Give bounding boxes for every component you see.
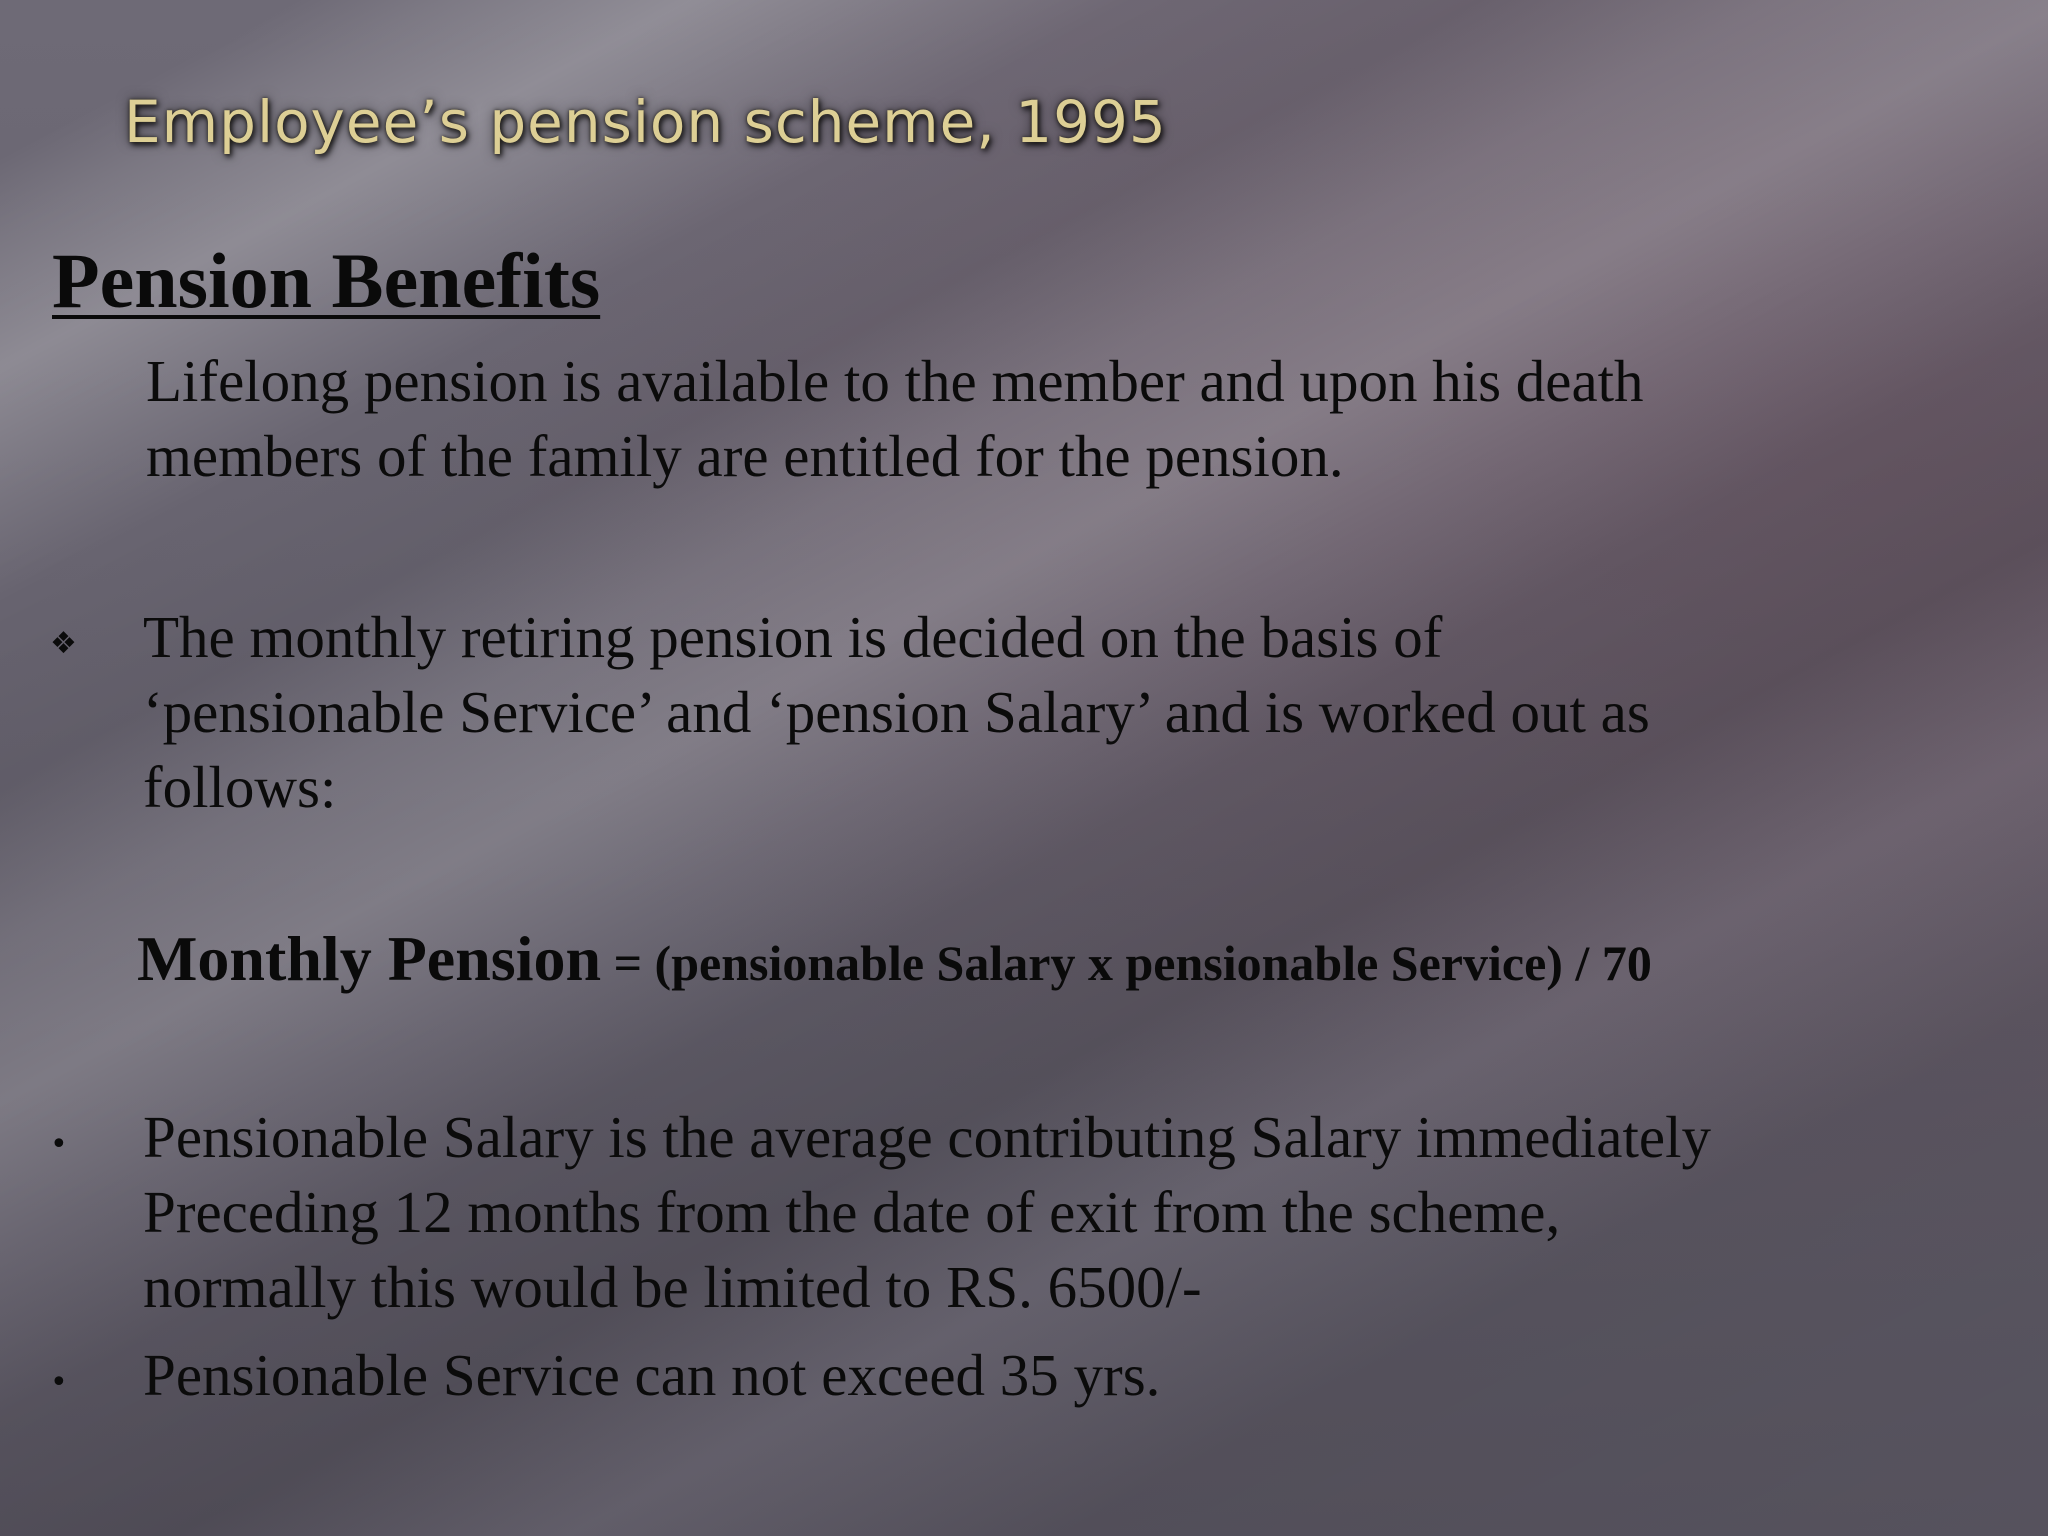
formula-label: Monthly Pension xyxy=(137,923,602,994)
salary-line: normally this would be limited to RS. 6500/- xyxy=(143,1254,1202,1320)
section-heading: Pension Benefits xyxy=(52,237,601,324)
basis-line: follows: xyxy=(143,754,337,820)
service-line: Pensionable Service can not exceed 35 yrs. xyxy=(143,1342,1161,1408)
intro-paragraph xyxy=(146,344,2026,494)
basis-line: The monthly retiring pension is decided on the basis of xyxy=(143,604,1443,670)
slide-title: Employee’s pension scheme, 1995 xyxy=(124,88,1167,156)
basis-paragraph xyxy=(143,600,2023,825)
intro-line: Lifelong pension is available to the member and upon his death xyxy=(146,348,1644,414)
pensionable-service-paragraph xyxy=(143,1338,2023,1413)
salary-line: Preceding 12 months from the date of exit from the scheme, xyxy=(143,1179,1561,1245)
bullet-dot-icon: • xyxy=(50,1365,68,1400)
intro-line: members of the family are entitled for the pension. xyxy=(146,423,1344,489)
diamond-bullet-icon: ❖ xyxy=(50,626,77,661)
salary-line: Pensionable Salary is the average contributing Salary immediately xyxy=(143,1104,1711,1170)
pensionable-salary-paragraph xyxy=(143,1100,2023,1325)
basis-line: ‘pensionable Service’ and ‘pension Salary’ and is worked out as xyxy=(143,679,1650,745)
pension-formula xyxy=(137,922,1652,996)
bullet-dot-icon: • xyxy=(50,1127,68,1162)
formula-expression: = (pensionable Salary x pensionable Service) / 70 xyxy=(601,935,1652,991)
